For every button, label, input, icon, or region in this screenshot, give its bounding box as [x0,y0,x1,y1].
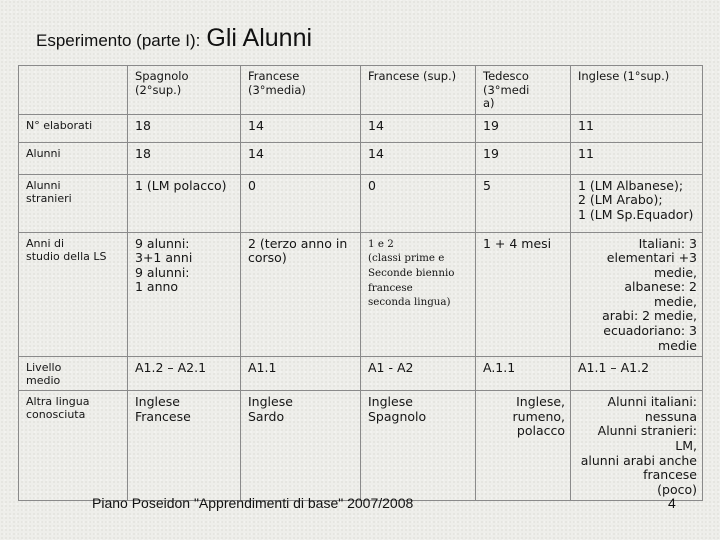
students-table [18,65,703,501]
table-cell: A.1.1 [476,357,571,391]
table-cell: 0 [241,174,361,232]
table-cell: Inglese Spagnolo [361,391,476,501]
table-cell: 14 [361,114,476,142]
table-cell: 2 (terzo anno in corso) [241,232,361,357]
column-header-spagnolo: Spagnolo (2°sup.) [128,66,241,115]
table-cell: 1 (LM polacco) [128,174,241,232]
table-row [19,391,703,501]
column-header-inglese: Inglese (1°sup.) [571,66,703,115]
table-row [19,232,703,357]
table-row [19,114,703,142]
table-cell: 5 [476,174,571,232]
table-cell: A1 - A2 [361,357,476,391]
table-cell: 19 [476,142,571,174]
table-row [19,357,703,391]
table-cell: 1 (LM Albanese); 2 (LM Arabo); 1 (LM Sp.Equador) [571,174,703,232]
table-cell: 18 [128,114,241,142]
corner-cell [19,66,128,115]
row-label-elaborati: N° elaborati [19,114,128,142]
table-row [19,174,703,232]
column-header-francese-sup: Francese (sup.) [361,66,476,115]
table-cell: Alunni italiani: nessuna Alunni stranieri: LM, alunni arabi anche francese (poco) [571,391,703,501]
table-cell: 14 [241,114,361,142]
slide-footer: Piano Poseidon "Apprendimenti di base" 2007/2008 [92,495,414,511]
table-header-row [19,66,703,115]
table-cell: A1.1 [241,357,361,391]
row-label-alunni: Alunni [19,142,128,174]
table-cell: Inglese, rumeno, polacco [476,391,571,501]
column-header-tedesco: Tedesco (3°medi a) [476,66,571,115]
row-label-anni-studio: Anni di studio della LS [19,232,128,357]
table-cell: 11 [571,114,703,142]
table-row [19,142,703,174]
column-header-francese-media: Francese (3°media) [241,66,361,115]
table-cell: 14 [361,142,476,174]
page-number: 4 [668,495,676,511]
row-label-stranieri: Alunni stranieri [19,174,128,232]
table-cell: 14 [241,142,361,174]
table-cell: Inglese Sardo [241,391,361,501]
table-cell: 19 [476,114,571,142]
table-cell: Italiani: 3 elementari +3 medie, albanese: 2 medie, arabi: 2 medie, ecuadoriano: 3 medie [571,232,703,357]
table-cell: 18 [128,142,241,174]
row-label-livello: Livello medio [19,357,128,391]
row-label-altra-lingua: Altra lingua conosciuta [19,391,128,501]
table-cell: 0 [361,174,476,232]
slide-title [36,24,312,53]
table-cell: A1.1 – A1.2 [571,357,703,391]
table-cell: A1.2 – A2.1 [128,357,241,391]
table-cell: 1 e 2 (classi prime e Seconde biennio francese seconda lingua) [361,232,476,357]
slide-title-main: Gli Alunni [206,24,313,52]
table-cell: 1 + 4 mesi [476,232,571,357]
table-cell: Inglese Francese [128,391,241,501]
slide-title-prefix: Esperimento (parte I): [36,31,201,50]
table-cell: 11 [571,142,703,174]
table-cell: 9 alunni: 3+1 anni 9 alunni: 1 anno [128,232,241,357]
